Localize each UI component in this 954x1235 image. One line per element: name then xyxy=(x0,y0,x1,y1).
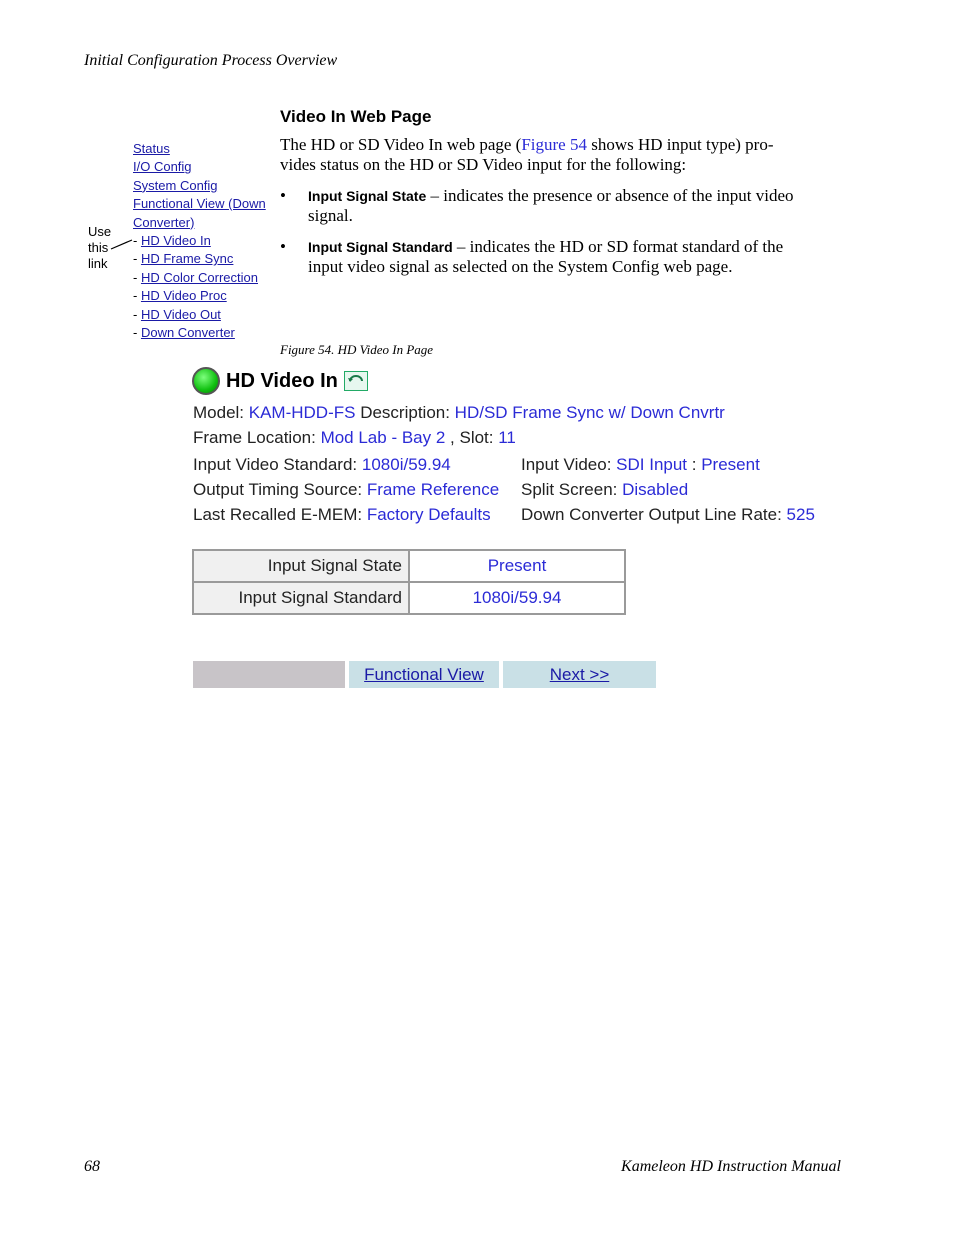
nav-functional-view-link[interactable]: Functional View (Down xyxy=(133,196,266,212)
dc-line-rate-row xyxy=(521,505,815,525)
ss-label: Split Screen: xyxy=(521,480,623,499)
figure-caption: Figure 54. HD Video In Page xyxy=(280,342,434,357)
figure-title xyxy=(192,367,368,395)
last-recalled-row xyxy=(193,505,491,525)
intro-paragraph xyxy=(280,135,835,175)
nav-panel xyxy=(133,140,278,342)
signal-table xyxy=(192,549,626,615)
dc-value: 525 xyxy=(786,505,815,524)
split-screen-row xyxy=(521,480,688,500)
ss-value: Disabled xyxy=(622,480,689,499)
manual-title: Kameleon HD Instruction Manual xyxy=(621,1158,841,1175)
bullet-text: signal. xyxy=(308,206,353,225)
intro-text: vides status on the HD or SD Video input for the following: xyxy=(280,155,687,174)
slot-label: , Slot: xyxy=(445,428,499,447)
nav-hd-video-in-link[interactable]: HD Video In xyxy=(140,233,211,249)
table-cell-label: Input Signal State xyxy=(193,550,409,582)
model-value: KAM-HDD-FS xyxy=(248,403,356,422)
nav-io-config-link[interactable]: I/O Config xyxy=(133,159,192,175)
nav-system-config-link[interactable]: System Config xyxy=(133,177,218,193)
bullet-item xyxy=(280,186,835,226)
page-number: 68 xyxy=(84,1158,100,1175)
iv-label: Input Video: xyxy=(521,455,617,474)
figure-link[interactable]: Figure 54 xyxy=(521,135,587,154)
location-row xyxy=(193,428,516,448)
frame-location-label: Frame Location: xyxy=(193,428,321,447)
callout-word: Use xyxy=(88,224,112,239)
blank-button-cell xyxy=(193,661,345,688)
button-bar xyxy=(193,661,660,688)
input-video-row xyxy=(521,455,760,475)
figure-title-text: HD Video In xyxy=(226,369,338,392)
model-row xyxy=(193,403,725,423)
iv-separator: : xyxy=(687,455,702,474)
bullet-text: – indicates the HD or SD format standard of the xyxy=(452,237,784,256)
bullet-icon: • xyxy=(280,237,286,256)
iv-status: Present xyxy=(701,455,760,474)
slot-value: 11 xyxy=(498,428,516,447)
ots-value: Frame Reference xyxy=(366,480,500,499)
iv-value: SDI Input xyxy=(616,455,688,474)
running-header: Initial Configuration Process Overview xyxy=(84,52,338,69)
ivs-value: 1080i/59.94 xyxy=(361,455,451,474)
callout-word: link xyxy=(88,256,108,271)
output-timing-row xyxy=(193,480,499,500)
bullet-text: – indicates the presence or absence of the input video xyxy=(426,186,794,205)
callout-word: this xyxy=(88,240,109,255)
table-cell-label: Input Signal Standard xyxy=(193,582,409,614)
nav-hd-video-proc-link[interactable]: HD Video Proc xyxy=(140,288,227,304)
intro-text: shows HD input type) pro- xyxy=(586,135,774,154)
nav-hd-frame-sync-link[interactable]: HD Frame Sync xyxy=(140,251,234,267)
intro-text: The HD or SD Video In web page ( xyxy=(280,135,522,154)
nav-down-converter-link[interactable]: Down Converter xyxy=(140,325,235,341)
refresh-icon[interactable] xyxy=(344,371,368,391)
bullet-item xyxy=(280,237,835,277)
ots-label: Output Timing Source: xyxy=(193,480,367,499)
table-cell-value: 1080i/59.94 xyxy=(409,582,625,614)
nav-hd-color-correction-link[interactable]: HD Color Correction xyxy=(140,269,258,285)
table-row xyxy=(193,582,625,614)
ivs-label: Input Video Standard: xyxy=(193,455,362,474)
bullet-term: Input Signal State xyxy=(308,188,427,204)
description-value: HD/SD Frame Sync w/ Down Cnvrtr xyxy=(454,403,725,422)
dc-label: Down Converter Output Line Rate: xyxy=(521,505,787,524)
lre-value: Factory Defaults xyxy=(366,505,491,524)
input-video-standard-row xyxy=(193,455,451,475)
nav-hd-video-out-link[interactable]: HD Video Out xyxy=(140,306,221,322)
bullet-text: input video signal as selected on the System Config web page. xyxy=(308,257,733,276)
nav-functional-view-link-cont[interactable]: Converter) xyxy=(133,214,195,230)
lre-label: Last Recalled E-MEM: xyxy=(193,505,367,524)
callout-line xyxy=(110,238,134,250)
frame-location-value: Mod Lab - Bay 2 xyxy=(320,428,446,447)
bullet-term: Input Signal Standard xyxy=(308,239,453,255)
model-label: Model: xyxy=(193,403,249,422)
description-label: Description: xyxy=(355,403,455,422)
bullet-icon: • xyxy=(280,186,286,205)
functional-view-button[interactable]: Functional View xyxy=(349,661,499,688)
section-title: Video In Web Page xyxy=(280,107,432,126)
callout-text xyxy=(88,224,111,272)
next-button[interactable]: Next >> xyxy=(503,661,656,688)
table-row xyxy=(193,550,625,582)
status-led-icon xyxy=(192,367,220,395)
table-cell-value: Present xyxy=(409,550,625,582)
nav-status-link[interactable]: Status xyxy=(133,141,170,156)
